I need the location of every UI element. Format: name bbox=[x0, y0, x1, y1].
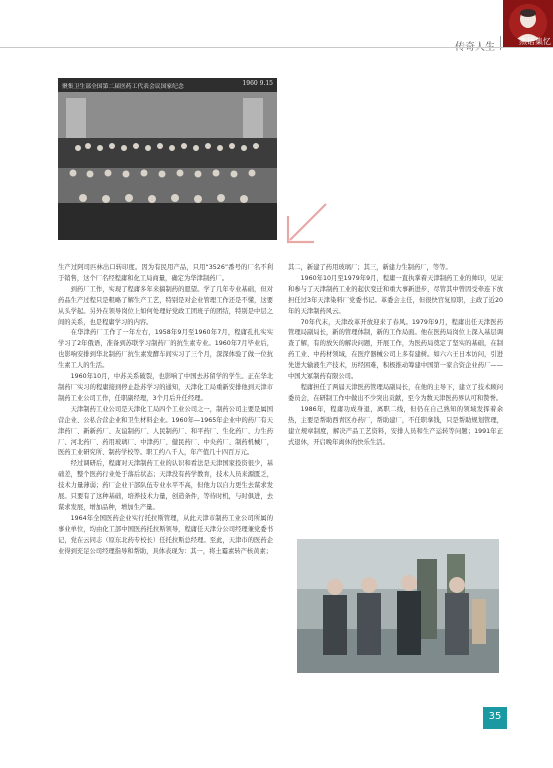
arrow-decoration-icon bbox=[282, 200, 330, 248]
group-photo bbox=[58, 78, 277, 240]
brand-logo bbox=[503, 0, 553, 48]
portrait-photo bbox=[297, 539, 499, 673]
photo-date: 1960 9.15 bbox=[242, 80, 273, 87]
paragraph: 到药厂工作，实现了程庸多年来搞制药的愿望。学了几年专业基础，但对药品生产过程只是粗略了解生产工艺，特别是对企业管理工作还是不懂，这要从头学起。另外在领导岗位上如何处理好党政工团班子的团结，特别是中层之间的关系，也是程庸学习的内容。 bbox=[58, 285, 273, 326]
paragraph: 1986年，程庸功成身退，离职二线，但仍在自己熟知的领域发挥着余热，主要是帮助西青区办药厂，帮助建厂，不任职拿钱，只是帮助规划管理，建立规章制度，解决产品工艺资料，安排人员和生产运转等问题；1991年正式退休，开启晚年离休的快乐生活。 bbox=[288, 405, 503, 446]
section-title bbox=[455, 38, 495, 53]
header-rule bbox=[0, 47, 553, 48]
paragraph: 天津制药工业公司是天津化工局四个工业公司之一，制药公司主要是属国营企业、公私合营企业和卫生材料企业。1960年—1965年企业中的药厂有天津药厂、新新药厂、友谊制药厂、人民制药厂、和平药厂、生化药厂、力生药厂、河北药厂、药用玻璃厂、中津药厂、健民药厂、中央药厂、制药机械厂，医药工业研究所、制药学校等。职工约八千人，年产值几十四百万元。 bbox=[58, 405, 273, 457]
paragraph: 其二，新建了药用玻璃厂；其三，新建力生制药厂，等等。 bbox=[288, 264, 452, 271]
right-column bbox=[288, 263, 503, 448]
paragraph: 70年代末，天津改革开放迎来了春风。1979年9月，程庸出任天津医药管理局副局长，新的管理体制，新的工作局面。他在医药局岗位上深入基层调查了解，有的放矢的解决问题，开展工作，为医药局奠定了坚实的基础，在制药工业、中药材领域，在医疗器械公司上多有建树。如六六王日本访问，引进先进大输液生产技术，历经困难，积极推动筹建中国第一家合资企业药厂——中国大冢制药有限公司。 bbox=[288, 318, 503, 381]
paragraph: 1960年10月，中苏关系破裂，也影响了中国去苏留学的学生。正在华北制药厂实习的程庸接到停止赴苏学习的通知，天津化工局重新安排他到天津市制药工业公司工作，任职副经理，3个月后升任经理。 bbox=[58, 373, 273, 402]
paragraph: 程庸担任了两届天津医药管理局副局长，在他的主导下，建立了技术顾问委员会，在研制工作中做出不少突出贡献，至今为数天津医药界认可和赞誉。 bbox=[288, 383, 503, 402]
paragraph: 1960年10月至1979年9月，程庸一直执掌着天津制药工业的帅印，见证和参与了天津制药工业的起伏变迁和重大事新进步，尽管其中曾因受牵连下放担任过3年天津染料厂党委书记。革委会主任，但很快官复原职，主政了近20年的天津制药风云。 bbox=[288, 274, 503, 315]
paragraph: 生产过阿司匹林出口转印度。因为有民用产品，只用“3526”番号的厂名不利于销售，这个厂名经程庸和化工局商量，确定为华津制药厂。 bbox=[58, 264, 273, 282]
paragraph: 经过调研后，程庸对天津制药工业的认识和看法是天津国家投资很少，基础差，整个医药行业处于落后状态；天津没有药学教育，技术人员来源匮乏，技术力量薄弱；药厂企业干部队伍专业水平不高，但他力以自力更生去谋求发展。只要有了这种基础，培养技术力量，创造条件，等待时机，与时俱进，去谋求发展，增加品种，增加生产量。 bbox=[58, 460, 273, 511]
page-number: 35 bbox=[488, 711, 502, 722]
paragraph: 1964年全国医药企业实行托拉斯管理，从此天津市制药工业公司所属的事业单位，均由化工部中国医药托拉斯领导，程庸任天津分公司经理兼党委书记，党在云同志（原东北药专校长）任托拉斯总经理。至此，天津市的医药企业得到充足公司经理指导和帮助，具体表现为：其一，将土霉素转产核黄素； bbox=[58, 514, 273, 555]
logo-text: 燕语集忆 bbox=[519, 37, 551, 46]
left-column bbox=[58, 263, 273, 557]
photo-caption: 聚集卫生部全国第二届医药工代表会议国家纪念 bbox=[62, 84, 184, 90]
paragraph: 在华津药厂工作了一年左右，1958年9月至1960年7月，程庸孔扎实实学习了2年俄语，准备到苏联学习制药厂的抗生素专业。1960年7月毕业后，也影响安排到华北制药厂抗生素发酵车间实习了三个月，深深体验了做一位抗生素工人的生活。 bbox=[58, 329, 273, 370]
page-number-box bbox=[483, 707, 507, 729]
